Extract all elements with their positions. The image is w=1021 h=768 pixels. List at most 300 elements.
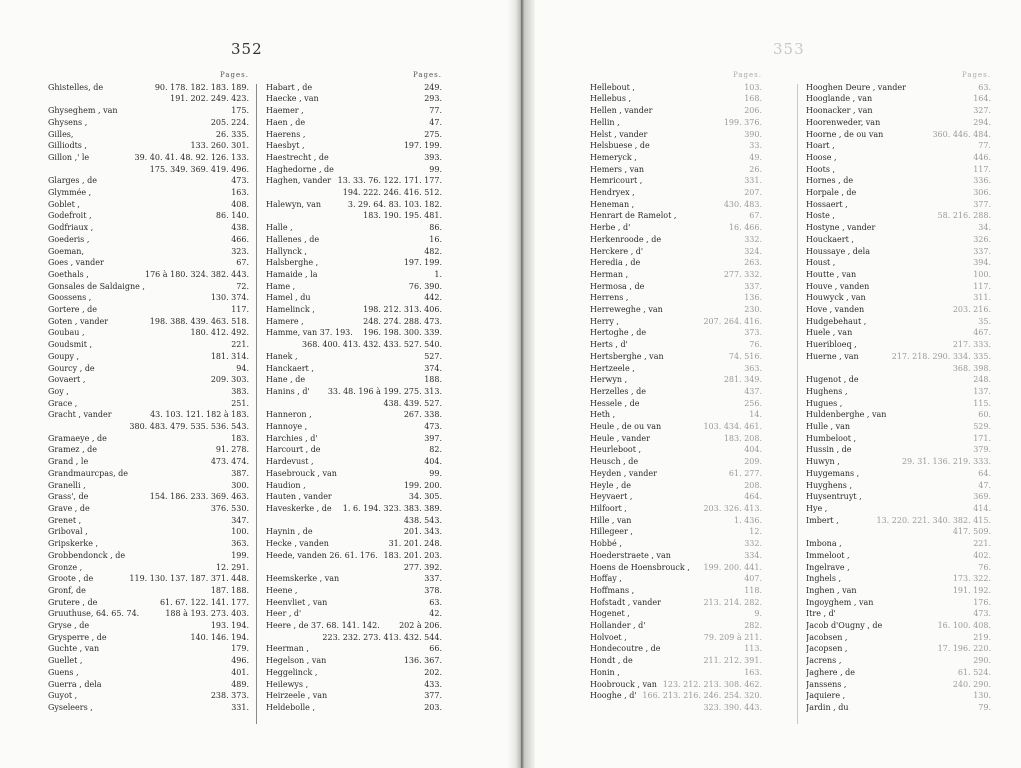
index-entry (590, 82, 762, 94)
index-entry (266, 164, 442, 176)
index-entry (48, 597, 249, 609)
index-entry (590, 152, 762, 164)
entry-pages: 336. (973, 176, 991, 186)
index-entry (590, 433, 762, 445)
entry-name (266, 632, 284, 644)
index-entry (266, 456, 442, 468)
entry-pages: 16. (429, 234, 442, 244)
index-entry (590, 292, 762, 304)
entry-pages: 323. (231, 246, 249, 256)
index-entry (48, 292, 249, 304)
entry-pages: 180. 412. 492. (190, 328, 249, 338)
entry-pages: 183. 190. 195. 481. (363, 211, 442, 221)
entry-pages: 380. 483. 479. 535. 536. 543. (129, 422, 249, 432)
entry-pages: 133. 260. 301. (190, 141, 249, 151)
index-entry (806, 562, 991, 574)
entry-name: Halsberghe , (266, 258, 319, 268)
entry-name: Haynin , de (266, 527, 313, 537)
entry-name: Haestrecht , de (266, 152, 329, 162)
entry-pages: 183. (231, 433, 249, 443)
entry-name: Hauten , vander (266, 492, 332, 502)
entry-name: Gronze , (48, 562, 83, 572)
entry-name: Gripskerke , (48, 539, 99, 549)
entry-pages: 496. (231, 656, 249, 666)
index-entry (806, 234, 991, 246)
entry-name: Huerne , van (806, 351, 859, 361)
index-entry (590, 327, 762, 339)
index-entry (806, 199, 991, 211)
index-entry (590, 140, 762, 152)
entry-name: Gracht , vander (48, 410, 112, 420)
index-entry (590, 117, 762, 129)
index-entry (48, 269, 249, 281)
index-entry (266, 129, 442, 141)
entry-name: Hogenet , (590, 609, 630, 619)
entry-pages: 466. (231, 234, 249, 244)
entry-name: Hugues , (806, 398, 843, 408)
entry-name: Immeloot , (806, 550, 850, 560)
entry-pages: 211. 212. 391. (703, 656, 762, 666)
entry-pages: 99. (429, 468, 442, 478)
entry-name: Hondt , de (590, 656, 633, 666)
entry-name: Guerra , dela (48, 679, 102, 689)
entry-name: Groote , de (48, 574, 94, 584)
entry-name: Gramaeye , de (48, 433, 107, 443)
entry-name: Grace , (48, 398, 78, 408)
entry-name: Haghen, vander (266, 176, 332, 186)
entry-pages: 76. (749, 340, 762, 350)
index-entry (806, 129, 991, 141)
index-entry (266, 480, 442, 492)
entry-pages: 164. (973, 94, 991, 104)
index-entry (590, 538, 762, 550)
index-entry (266, 421, 442, 433)
entry-pages: 90. 178. 182. 183. 189. (154, 82, 249, 92)
index-entry (590, 129, 762, 141)
entry-name: Hessele , de (590, 398, 640, 408)
index-entry (590, 468, 762, 480)
entry-name (266, 187, 284, 199)
entry-pages: 119. 130. 137. 187. 371. 448. (129, 574, 249, 584)
index-entry-continuation (48, 164, 249, 176)
index-entry (266, 175, 442, 187)
entry-pages: 390. (744, 129, 762, 139)
entry-pages: 368. 400. 413. 432. 433. 527. 540. (302, 340, 442, 350)
index-entry (266, 491, 442, 503)
entry-name (266, 210, 284, 222)
index-entry (266, 351, 442, 363)
index-entry (266, 620, 442, 632)
entry-name: Hudgebehaut , (806, 316, 867, 326)
entry-name: Godfriaux , (48, 223, 94, 233)
index-entry (806, 503, 991, 515)
entry-name: Grandmaurcpas, de (48, 468, 129, 478)
column-rule-left (256, 84, 257, 724)
index-entry-continuation (266, 562, 442, 574)
entry-name: Hostyne , vander (806, 223, 876, 233)
entry-pages: 67. (236, 258, 249, 268)
entry-name: Hamaide , la (266, 269, 318, 279)
column-header: Pages. (732, 71, 762, 79)
index-entry (806, 269, 991, 281)
column-rule-right (797, 84, 798, 724)
entry-pages: 482. (424, 246, 442, 256)
index-entry (266, 608, 442, 620)
entry-pages: 163. (231, 188, 249, 198)
entry-pages: 414. (973, 504, 991, 513)
entry-name: Hellin , (590, 117, 620, 127)
index-entry (48, 105, 249, 117)
entry-name: Heredia , de (590, 258, 641, 268)
entry-name: Heemskerke , van (266, 574, 340, 584)
entry-pages: 290. (973, 656, 991, 666)
index-entry (48, 620, 249, 632)
index-entry (590, 620, 762, 632)
entry-pages: 183. 201. 203. (383, 550, 442, 560)
entry-pages: 9. (754, 609, 762, 619)
entry-name: Habart , de (266, 82, 313, 92)
index-entry (266, 503, 442, 515)
entry-name: Gronf, de (48, 585, 86, 595)
entry-name: Jacob d'Ougny , de (806, 621, 883, 631)
index-entry (266, 363, 442, 375)
entry-pages: 376. 530. (210, 504, 249, 513)
index-entry (48, 199, 249, 211)
entry-pages: 187. 188. (210, 585, 249, 595)
entry-pages: 334. (744, 550, 762, 560)
entry-name: Guyot , (48, 691, 78, 701)
index-entry (806, 187, 991, 199)
entry-pages: 221. (973, 539, 991, 549)
index-entry (806, 409, 991, 421)
index-entry (48, 82, 249, 94)
entry-name: Houwyck , van (806, 293, 866, 303)
entry-pages: 26. (749, 164, 762, 174)
entry-name: Hertzeele , (590, 363, 635, 373)
entry-name: Grenet , (48, 515, 82, 525)
index-entry (590, 316, 762, 328)
left-page-number: 352 (231, 40, 263, 58)
entry-name: Hoffmans , (590, 585, 635, 595)
index-entry (806, 608, 991, 620)
entry-name: Herbe , d' (590, 223, 631, 233)
entry-name (266, 339, 284, 351)
index-entry (266, 573, 442, 585)
entry-pages: 74. 516. (728, 351, 762, 361)
index-entry (48, 398, 249, 410)
index-entry (266, 222, 442, 234)
entry-name: Herman , (590, 269, 629, 279)
index-entry (266, 269, 442, 281)
index-entry (590, 304, 762, 316)
entry-name: Halle , (266, 223, 293, 233)
index-entry (590, 398, 762, 410)
index-entry (48, 374, 249, 386)
entry-name: Goten , vander (48, 316, 109, 326)
index-entry (590, 585, 762, 597)
entry-pages: 438. (231, 223, 249, 233)
entry-pages: 209. (744, 457, 762, 467)
entry-name: Ghistelles, de (48, 82, 104, 92)
entry-pages: 64. (978, 468, 991, 478)
index-entry (266, 526, 442, 538)
index-entry (48, 491, 249, 503)
entry-pages: 402. (973, 550, 991, 560)
entry-pages: 72. (236, 281, 249, 291)
entry-name: Grobbendonck , de (48, 550, 126, 560)
index-entry (590, 93, 762, 105)
entry-pages: 86. 140. (215, 211, 249, 221)
index-entry (266, 597, 442, 609)
index-entry (266, 327, 442, 339)
index-entry (48, 538, 249, 550)
index-entry (266, 409, 442, 421)
entry-name: Hoobrouck , van (590, 679, 657, 689)
entry-name: Hannoye , (266, 422, 308, 432)
entry-pages: 294. (973, 117, 991, 127)
index-entry (266, 585, 442, 597)
entry-pages: 331. (744, 176, 762, 186)
index-entry (48, 351, 249, 363)
entry-name: Haghedorne , de (266, 164, 334, 174)
entry-name: Gonsales de Saldaigne , (48, 281, 145, 291)
entry-name: Houssaye , dela (806, 246, 870, 256)
entry-pages: 438. 439. 527. (383, 398, 442, 408)
entry-pages: 442. (424, 293, 442, 303)
entry-pages: 417. 509. (952, 527, 991, 537)
entry-name: Heyle , de (590, 480, 632, 490)
index-entry (806, 117, 991, 129)
entry-name: Hertoghe , de (590, 328, 647, 338)
index-entry (806, 164, 991, 176)
entry-name: Heyden , vander (590, 468, 657, 478)
index-entry (590, 421, 762, 433)
entry-name: Haesbyt , (266, 141, 305, 151)
entry-pages: 16. 466. (728, 223, 762, 233)
entry-name: Haerens , (266, 129, 306, 139)
index-entry (48, 386, 249, 398)
index-entry (48, 117, 249, 129)
entry-pages: 464. (744, 492, 762, 502)
entry-pages: 230. (744, 305, 762, 315)
entry-name: Heyvaert , (590, 492, 633, 502)
column-header: Pages. (219, 71, 249, 79)
entry-name: Heerman , (266, 644, 309, 654)
entry-pages: 198. 212. 313. 406. (363, 305, 442, 315)
entry-pages: 91. 278. (215, 445, 249, 455)
entry-name: Humbeloot , (806, 433, 857, 443)
index-entry (806, 620, 991, 632)
entry-name: Hille , van (590, 515, 632, 525)
entry-pages: 219. (973, 632, 991, 642)
entry-name: Gilles, (48, 129, 74, 139)
entry-pages: 183. 208. (723, 433, 762, 443)
index-entry (590, 515, 762, 527)
entry-pages: 191. 192. (952, 585, 991, 595)
index-entry (48, 409, 249, 421)
entry-pages: 473. (424, 422, 442, 432)
entry-name: Granelli , (48, 480, 86, 490)
entry-name: Hoens de Hoensbrouck , (590, 562, 690, 572)
entry-name: Goethals , (48, 269, 89, 279)
entry-pages: 63. (978, 82, 991, 92)
index-entry (590, 679, 762, 691)
entry-name: Hame , (266, 281, 296, 291)
index-entry (806, 374, 991, 386)
entry-name: Imbona , (806, 539, 842, 549)
index-entry (806, 316, 991, 328)
column-header: Pages. (961, 71, 991, 79)
entry-pages: 277. 332. (723, 269, 762, 279)
entry-pages: 293. (424, 94, 442, 104)
index-entry (806, 246, 991, 258)
entry-pages: 61. 277. (728, 468, 762, 478)
entry-pages: 103. (744, 82, 762, 92)
index-entry (806, 480, 991, 492)
entry-pages: 136. (744, 293, 762, 303)
entry-pages: 311. (973, 293, 991, 303)
entry-name: Hellebus , (590, 94, 632, 104)
entry-pages: 140. 146. 194. (190, 632, 249, 642)
index-entry (590, 257, 762, 269)
entry-pages: 117. (973, 281, 991, 291)
entry-pages: 188 à 193. 273. 403. (165, 609, 249, 619)
entry-pages: 79. (978, 702, 991, 712)
entry-name: Houst , (806, 258, 836, 268)
entry-name: Helsbuese , de (590, 141, 650, 151)
index-entry (48, 585, 249, 597)
entry-name: Hossaert , (806, 199, 848, 209)
index-entry (48, 643, 249, 655)
entry-pages: 331. (231, 702, 249, 712)
entry-name: Hertsberghe , van (590, 351, 664, 361)
entry-pages: 61. 524. (957, 667, 991, 677)
index-entry (806, 491, 991, 503)
index-entry (806, 632, 991, 644)
column-header: Pages. (412, 71, 442, 79)
entry-name: Herkenroode , de (590, 234, 662, 244)
entry-name: Hoederstraete , van (590, 550, 671, 560)
entry-name: Guellet , (48, 656, 83, 666)
index-entry (590, 456, 762, 468)
entry-pages: 378. (424, 585, 442, 595)
index-entry (806, 573, 991, 585)
entry-name: Jacopsen , (806, 644, 848, 654)
entry-name: Gortere , de (48, 305, 98, 315)
index-entry (266, 257, 442, 269)
index-entry (806, 667, 991, 679)
index-entry (806, 538, 991, 550)
entry-pages: 193. 194. (210, 621, 249, 631)
entry-pages: 86. (429, 223, 442, 233)
entry-pages: 202 à 206. (399, 621, 442, 631)
index-entry (266, 550, 442, 562)
entry-name: Goupy , (48, 351, 80, 361)
entry-pages: 203. 326. 413. (703, 504, 762, 513)
entry-name: Hugenot , de (806, 375, 859, 385)
entry-name: Gourcy , de (48, 363, 95, 373)
entry-name: Hoose , (806, 152, 837, 162)
entry-name: Heer , d' (266, 609, 302, 619)
entry-pages: 347. (231, 515, 249, 525)
index-entry (48, 316, 249, 328)
entry-pages: 168. (744, 94, 762, 104)
entry-name: Herry , (590, 316, 619, 326)
entry-pages: 277. 392. (403, 562, 442, 572)
entry-name: Guens , (48, 667, 79, 677)
entry-pages: 323. 390. 443. (703, 702, 762, 712)
entry-pages: 368. 398. (952, 363, 991, 373)
entry-name: Hooghe , d' (590, 691, 637, 701)
entry-name: Goblet , (48, 199, 80, 209)
entry-pages: 13. 220. 221. 340. 382. 415. (876, 515, 991, 525)
entry-pages: 42. (429, 609, 442, 619)
index-entry (590, 550, 762, 562)
index-entry (48, 444, 249, 456)
index-entry (590, 234, 762, 246)
index-entry (48, 515, 249, 527)
index-entry (590, 175, 762, 187)
entry-pages: 34. (978, 223, 991, 233)
index-entry (806, 257, 991, 269)
index-entry (590, 269, 762, 281)
entry-pages: 282. (744, 621, 762, 631)
entry-name: Hoonacker , van (806, 106, 873, 116)
entry-name: Hye , (806, 504, 828, 513)
entry-pages: 363. (231, 539, 249, 549)
index-column-3 (590, 70, 762, 714)
entry-name: Grave , de (48, 504, 90, 513)
entry-name: Hornes , de (806, 176, 854, 186)
index-entry (806, 152, 991, 164)
index-entry-continuation (806, 363, 991, 375)
index-entry (806, 550, 991, 562)
entry-name: Heere , de 37. 68. 141. 142. (266, 621, 380, 631)
entry-name: Heurleboot , (590, 445, 642, 455)
index-entry (806, 468, 991, 480)
index-entry (590, 690, 762, 702)
entry-name: Halewyn, van (266, 199, 322, 209)
book-gutter (507, 0, 535, 768)
index-entry (266, 234, 442, 246)
entry-name: Hardevust , (266, 457, 314, 467)
entry-pages: 393. (424, 152, 442, 162)
index-entry (48, 608, 249, 620)
entry-pages: 118. (744, 585, 762, 595)
index-entry (48, 222, 249, 234)
index-entry (48, 503, 249, 515)
index-entry (48, 679, 249, 691)
index-entry (806, 82, 991, 94)
index-entry (590, 210, 762, 222)
index-entry (48, 129, 249, 141)
entry-name: Gramez , de (48, 445, 98, 455)
entry-pages: 404. (744, 445, 762, 455)
entry-pages: 76. 390. (408, 281, 442, 291)
entry-name: Grysperre , de (48, 632, 107, 642)
index-entry (266, 246, 442, 258)
index-entry (806, 292, 991, 304)
entry-name: Heede, vanden 26. 61. 176. (266, 550, 378, 560)
index-entry (266, 679, 442, 691)
index-entry (48, 632, 249, 644)
entry-name (48, 421, 66, 433)
entry-pages: 199. 200. 441. (703, 562, 762, 572)
index-entry (48, 456, 249, 468)
entry-name: Hilfoort , (590, 504, 627, 513)
entry-pages: 176 à 180. 324. 382. 443. (144, 269, 249, 279)
entry-name: Jacrens , (806, 656, 842, 666)
